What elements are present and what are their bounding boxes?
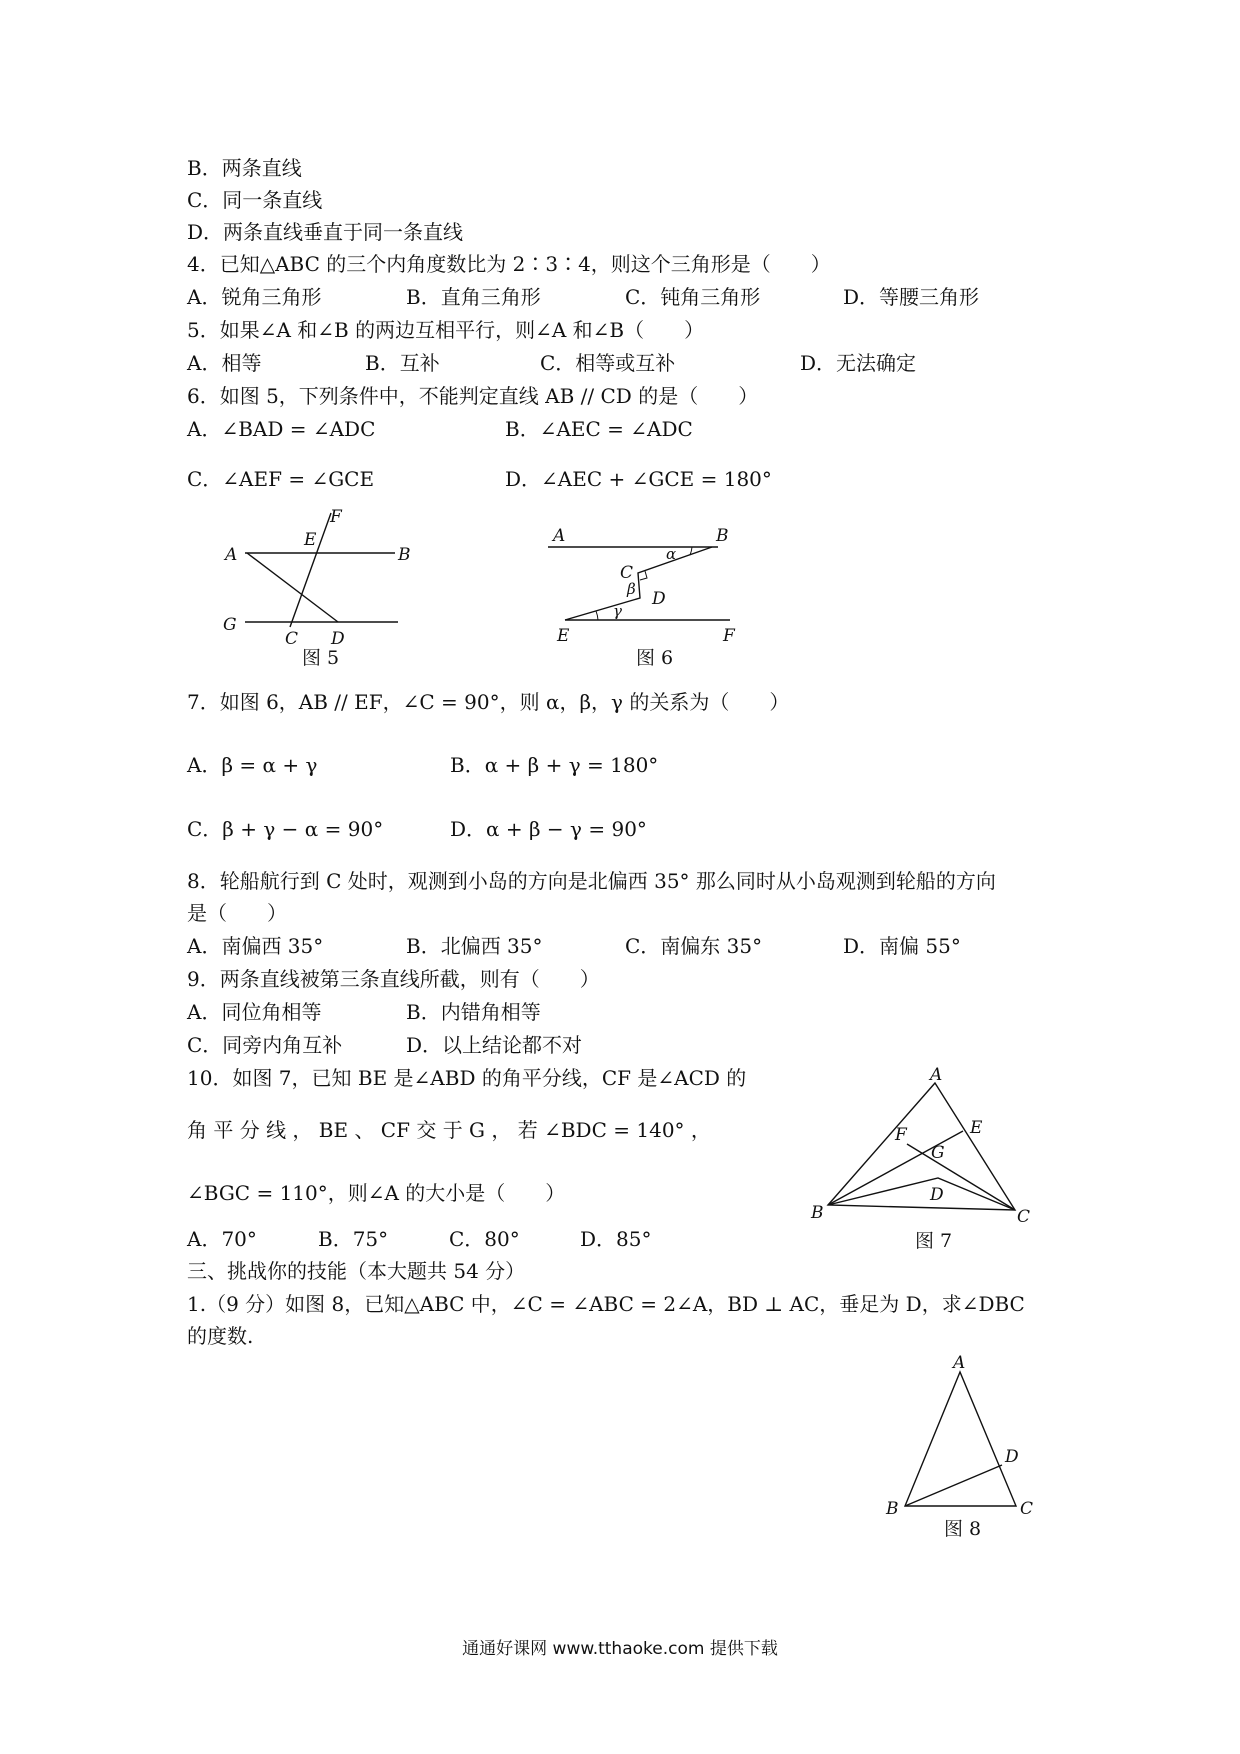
q8-option-d: D．南偏 55° (843, 934, 961, 958)
q7-option-b: B．α + β + γ = 180° (450, 753, 659, 777)
fig6-label-f: F (723, 626, 735, 646)
q9-stem: 9．两条直线被第三条直线所截，则有（ ） (187, 967, 600, 991)
q9-option-c: C．同旁内角互补 (187, 1033, 343, 1057)
fig8-label-c: C (1020, 1499, 1034, 1519)
q3-option-c: C．同一条直线 (187, 188, 323, 212)
fig8-label-d: D (1005, 1447, 1019, 1467)
q4-option-b: B．直角三角形 (406, 285, 541, 309)
fig8-label-b: B (886, 1499, 899, 1519)
fig7-label-g: G (931, 1143, 945, 1163)
fig7-label-f: F (895, 1125, 907, 1145)
fig8-label-a: A (953, 1353, 966, 1373)
section3-title: 三、挑战你的技能（本大题共 54 分） (187, 1259, 526, 1283)
q6-option-a: A．∠BAD = ∠ADC (187, 417, 376, 441)
q8-stem-line1: 8．轮船航行到 C 处时，观测到小岛的方向是北偏西 35° 那么同时从小岛观测到轮船的方向 (187, 869, 996, 893)
q6-option-b: B．∠AEC = ∠ADC (505, 417, 693, 441)
fig5-label-a: A (225, 545, 238, 565)
fig7-label-e: E (970, 1118, 983, 1138)
q5-stem: 5．如果∠A 和∠B 的两边互相平行，则∠A 和∠B（ ） (187, 318, 705, 342)
q3-option-b: B．两条直线 (187, 156, 302, 180)
fig7-label-a: A (930, 1065, 943, 1085)
fig6-label-beta: β (627, 580, 636, 598)
fig7-label-d: D (930, 1185, 944, 1205)
fig7-caption: 图 7 (915, 1230, 953, 1252)
q7-stem: 7．如图 6，AB // EF，∠C = 90°，则 α，β，γ 的关系为（ ） (187, 690, 790, 714)
q8-option-a: A．南偏西 35° (187, 934, 324, 958)
fig6-label-alpha: α (666, 545, 677, 563)
fig6-label-a: A (553, 526, 566, 546)
q7-option-c: C．β + γ − α = 90° (187, 817, 384, 841)
fig6-label-d: D (652, 589, 666, 609)
fig8-caption: 图 8 (944, 1518, 982, 1540)
q5-option-c: C．相等或互补 (540, 351, 676, 375)
q4-option-d: D．等腰三角形 (843, 285, 980, 309)
q6-option-d: D．∠AEC + ∠GCE = 180° (505, 467, 772, 491)
q7-option-a: A．β = α + γ (187, 753, 318, 777)
q8-option-c: C．南偏东 35° (625, 934, 763, 958)
fig5-caption: 图 5 (302, 647, 340, 669)
fig5-label-e: E (304, 530, 317, 550)
q4-stem: 4．已知△ABC 的三个内角度数比为 2∶3∶4，则这个三角形是（ ） (187, 252, 831, 276)
fig5-label-g: G (223, 615, 237, 635)
q10-option-c: C．80° (449, 1227, 520, 1251)
q10-stem-line3: ∠BGC = 110°，则∠A 的大小是（ ） (187, 1181, 566, 1205)
q6-option-c: C．∠AEF = ∠GCE (187, 467, 375, 491)
q10-option-b: B．75° (318, 1227, 389, 1251)
fig7-label-b: B (811, 1203, 824, 1223)
q3-option-d: D．两条直线垂直于同一条直线 (187, 220, 464, 244)
fig7-label-c: C (1017, 1207, 1031, 1227)
q5-option-a: A．相等 (187, 351, 262, 375)
fig6-label-b: B (716, 526, 729, 546)
q4-option-c: C．钝角三角形 (625, 285, 761, 309)
p1-stem-line1: 1.（9 分）如图 8，已知△ABC 中，∠C = ∠ABC = 2∠A，BD ⊥ AC，垂足为 D，求∠DBC (187, 1292, 1025, 1316)
q9-option-a: A．同位角相等 (187, 1000, 322, 1024)
q5-option-b: B．互补 (365, 351, 440, 375)
fig6-label-gamma: γ (613, 602, 622, 620)
q10-stem-line2: 角 平 分 线 ， BE 、 CF 交 于 G ， 若 ∠BDC = 140° ， (187, 1118, 711, 1142)
fig5-label-b: B (398, 545, 411, 565)
q9-option-b: B．内错角相等 (406, 1000, 541, 1024)
q8-option-b: B．北偏西 35° (406, 934, 543, 958)
q5-option-d: D．无法确定 (800, 351, 917, 375)
fig6-caption: 图 6 (636, 647, 674, 669)
q8-stem-line2: 是（ ） (187, 901, 287, 925)
fig6-label-e: E (557, 626, 570, 646)
q7-option-d: D．α + β − γ = 90° (450, 817, 647, 841)
fig5-label-f: F (330, 507, 342, 527)
q10-option-a: A．70° (187, 1227, 257, 1251)
fig5-label-c: C (285, 629, 299, 649)
q9-option-d: D．以上结论都不对 (406, 1033, 583, 1057)
q4-option-a: A．锐角三角形 (187, 285, 322, 309)
fig6-label-c: C (620, 563, 634, 583)
q6-stem: 6．如图 5，下列条件中，不能判定直线 AB // CD 的是（ ） (187, 384, 759, 408)
fig5-label-d: D (331, 629, 345, 649)
footer-text: 通通好课网 www.tthaoke.com 提供下载 (462, 1639, 778, 1659)
q10-option-d: D．85° (580, 1227, 652, 1251)
p1-stem-line2: 的度数. (187, 1324, 254, 1348)
q10-stem-line1: 10．如图 7，已知 BE 是∠ABD 的角平分线，CF 是∠ACD 的 (187, 1066, 747, 1090)
